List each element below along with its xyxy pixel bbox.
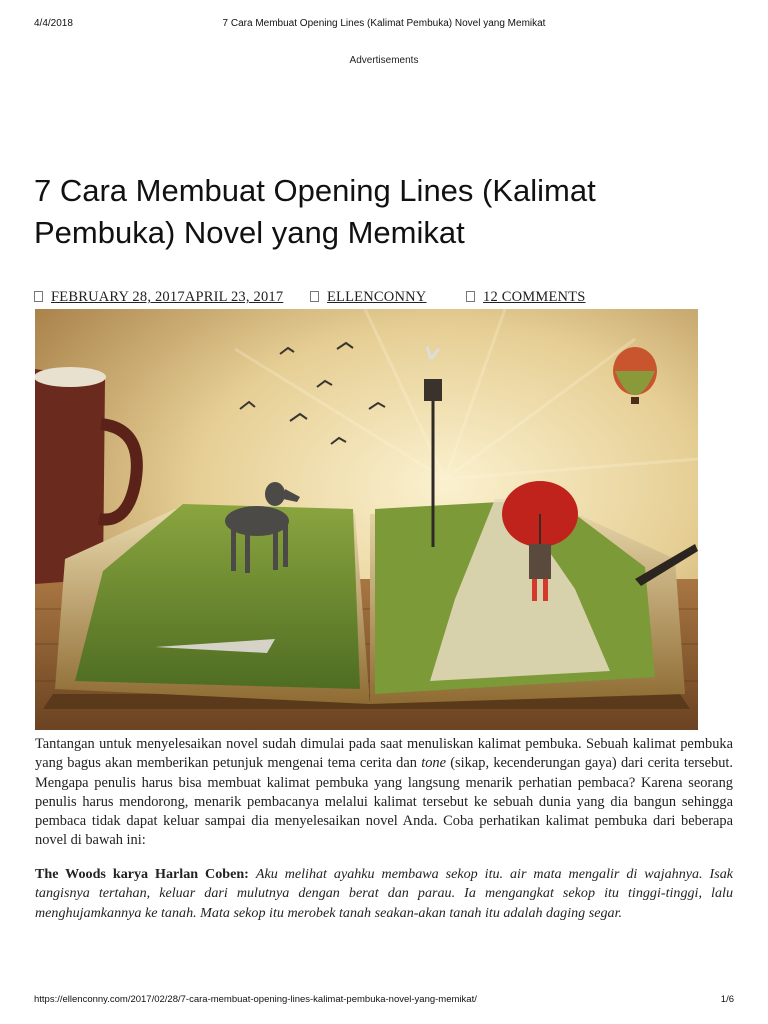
- print-page-title: 7 Cara Membuat Opening Lines (Kalimat Pembuka) Novel yang Memikat: [222, 18, 546, 29]
- print-header: [34, 18, 734, 32]
- hero-image: [35, 309, 698, 730]
- article-meta: [34, 289, 734, 309]
- meta-comments[interactable]: [466, 289, 586, 306]
- print-url: https://ellenconny.com/2017/02/28/7-cara-membuat-opening-lines-kalimat-pembuka-novel-yang-memikat/: [34, 994, 477, 1005]
- user-icon: [310, 291, 319, 302]
- intro-paragraph: [35, 735, 733, 851]
- intro-tone: tone: [421, 755, 446, 772]
- article-title: 7 Cara Membuat Opening Lines (Kalimat Pembuka) Novel yang Memikat: [34, 173, 596, 250]
- advertisements-label: Advertisements: [349, 55, 419, 66]
- quote-source: The Woods karya Harlan Coben:: [35, 866, 249, 882]
- intro-part1: Tantangan untuk menyelesaikan novel sudah dimulai pada saat menuliskan kalimat pembuka. Sebuah kalimat pembuka yang bagus akan memberikan petunjuk mengenai tema cerita dan: [35, 736, 733, 772]
- open-book-illustration: [35, 309, 698, 730]
- quote-text: Aku melihat ayahku membawa sekop itu. air mata mengalir di wajahnya. Isak tangisnya tertahan, keluar dari mulutnya dengan berat dan parau. Ia mengangkat sekop itu tinggi-tinggi, lalu menghujamkannya ke tanah. Mata sekop itu merobek tanah seakan-akan tanah itu adalah daging segar.: [35, 866, 734, 921]
- print-footer: [34, 994, 734, 1008]
- comments-link[interactable]: 12 COMMENTS: [483, 289, 586, 305]
- meta-date[interactable]: [34, 289, 283, 306]
- comment-icon: [466, 291, 475, 302]
- author-link[interactable]: ELLENCONNY: [327, 289, 427, 305]
- page-number: 1/6: [720, 994, 734, 1005]
- calendar-icon: [34, 291, 43, 302]
- quote-paragraph: [35, 865, 733, 923]
- print-date: 4/4/2018: [34, 18, 73, 29]
- date-link[interactable]: FEBRUARY 28, 2017APRIL 23, 2017: [51, 289, 284, 305]
- intro-part2: (sikap, kecenderungan gaya) dari cerita tersebut. Mengapa penulis harus bisa membuat kalimat pembuka yang langsung menarik perhatian pembaca? Karena seorang penulis harus mendorong, menarik pembacanya melalui kalimat tersebut ke sebuah dunia yang dia bangun sehingga pembaca tidak dapat keluar sampai dia menyelesaikan novel Anda. Coba perhatikan kalimat pembuka dari beberapa novel di bawah ini:: [35, 755, 733, 849]
- meta-author[interactable]: [310, 289, 426, 306]
